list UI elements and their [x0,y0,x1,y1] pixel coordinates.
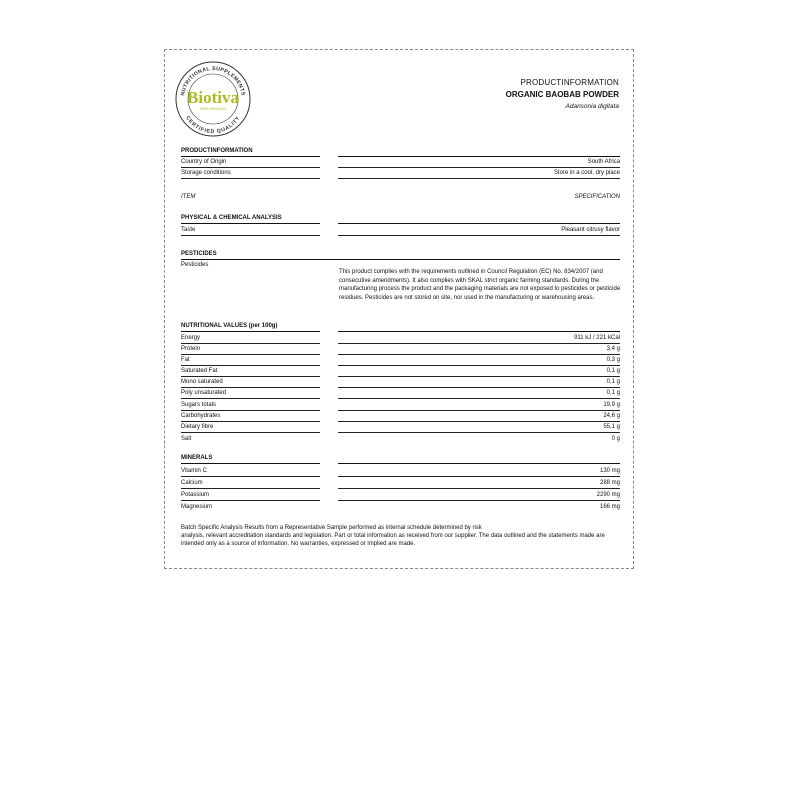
row-value: 911 kJ / 221 kCal [338,333,620,344]
logo-ring-bottom: CERTIFIED QUALITY [184,115,242,136]
table-row [181,423,620,434]
latin-name: Adansonia digitata [565,103,619,110]
row-value: 130 mg [338,466,620,477]
row-label: Mono saturated [181,377,320,388]
row-label: Energy [181,333,320,344]
row-value: 0,1 g [338,366,620,377]
row-value: 24,6 g [338,411,620,422]
section-pesticides [181,249,620,260]
row-value: 166 mg [599,504,620,510]
row-value: 3,4 g [338,344,620,355]
row-value: 0,1 g [338,388,620,399]
item-label: ITEM [181,194,196,200]
row-value: 0 g [611,436,620,442]
row-value: 19,9 g [338,400,620,411]
section-heading: PHYSICAL & CHEMICAL ANALYSIS [181,213,320,224]
row-value: 55,1 g [338,422,620,433]
section-nutrition [181,321,620,332]
disclaimer-line-1: Batch Specific Analysis Results from a Representative Sample performed as internal schedule determined by risk [181,525,482,531]
row-value: 0,1 g [338,377,620,388]
section-heading: PRODUCTINFORMATION [181,146,320,157]
svg-text:CERTIFIED QUALITY [184,115,241,135]
row-value: Store in a cool, dry place [338,168,620,179]
row-label: Dietary fibre [181,422,320,433]
table-row [181,434,620,445]
row-label: Carbohydrates [181,411,320,422]
row-value: 0,3 g [338,355,620,366]
table-row [181,502,620,513]
section-heading: PESTICIDES [181,249,620,260]
table-row [181,479,620,490]
disclaimer [181,524,621,549]
row-label: Country of Origin [181,157,320,168]
table-row [181,467,620,478]
logo-ring-top: NUTRITIONAL SUPPLEMENTS [180,65,246,97]
product-name: ORGANIC BAOBAB POWDER [505,90,619,99]
row-label: Salt [181,436,192,442]
section-minerals [181,453,620,464]
section-heading: NUTRITIONAL VALUES (per 100g) [181,321,320,332]
table-row [181,491,620,502]
row-value: Pleasant citrusy flavor [338,225,620,236]
pesticides-label: Pesticides [181,262,209,268]
row-label: Potassium [181,490,320,501]
table-row [181,389,620,400]
page-title: PRODUCTINFORMATION [520,78,619,87]
row-value: 2290 mg [338,490,620,501]
section-physical [181,213,620,224]
row-label: Poly unsaturated [181,388,320,399]
row-label: Storage conditions [181,168,320,179]
item-spec-row [181,194,620,204]
row-label: Magnesium [181,504,213,510]
row-label: Protein [181,344,320,355]
row-label: Vitamin C [181,466,320,477]
spec-label: SPECIFICATION [574,194,620,200]
table-row [181,226,620,237]
logo-seal-icon [172,58,254,140]
table-row [181,169,620,180]
row-value: 288 mg [338,478,620,489]
row-label: Calcium [181,478,320,489]
disclaimer-line-2: analysis, relevant accreditation standards and legislation. Part or total information as received from our supplier. The data outlined and the statements made are intended only as a source of information. No warranties, expressed or implied are made. [181,533,605,548]
biotiva-logo [172,58,254,140]
section-productinfo [181,146,620,157]
row-label: Fat [181,355,320,366]
pesticides-text: This product complies with the requirements outlined in Council Regulation (EC) No. 834/2007 (and consecutive amendments). It also complies with SKAL strict organic farming standards. During the manufacturing process the product and the packaging materials are not exposed to pesticides or pesticide residues. Pesticides are not stored on site, nor used in the manufacturing or warehousing areas. [339,269,621,301]
logo-tagline: 100% ORGANIC [199,107,227,111]
row-value: South Africa [338,157,620,168]
row-label: Sugars totals [181,400,320,411]
section-heading: MINERALS [181,453,320,464]
row-label: Taste [181,225,320,236]
logo-brand: Biotiva [187,88,239,107]
row-label: Saturated Fat [181,366,320,377]
